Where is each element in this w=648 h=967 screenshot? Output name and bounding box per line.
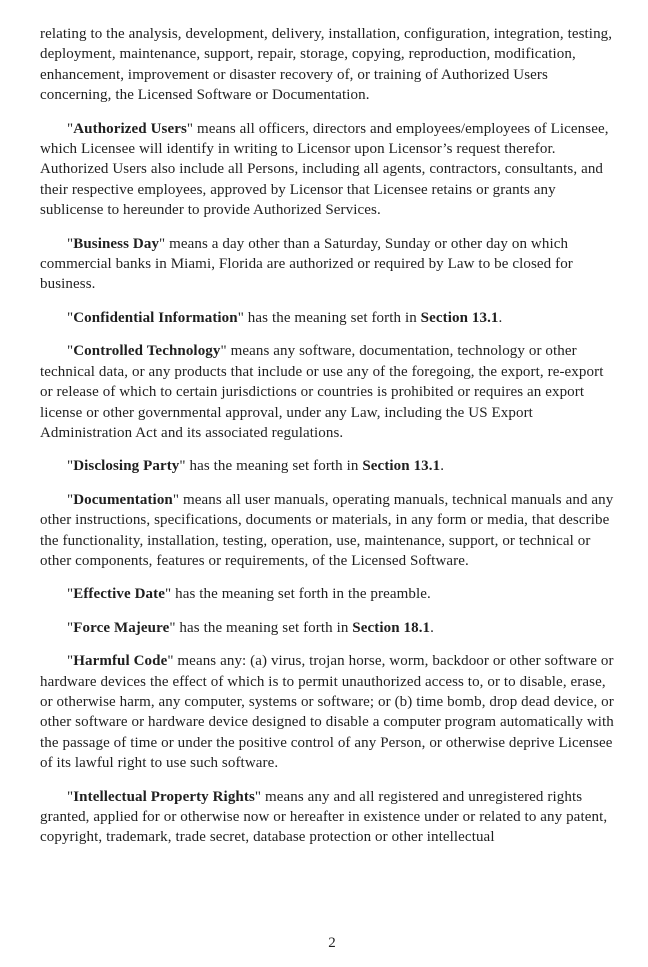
paragraph-text: ": [67, 653, 74, 670]
paragraph: [40, 308, 616, 328]
defined-term: Confidential Information: [73, 309, 238, 326]
paragraph-text: .: [440, 458, 445, 475]
paragraph: [40, 341, 616, 443]
defined-term: Section 13.1: [362, 458, 441, 475]
paragraph-text: " means a day other than a Saturday, Sunday or other day on which commercial banks in Miami, Florida are authorized or required by Law to be closed for business.: [40, 235, 573, 293]
paragraph-text: relating to the analysis, development, delivery, installation, configuration, integration, testing, deployment, maintenance, support, repair, storage, copying, reproduction, modification, enhancement, improvement or disaster recovery of, or training of Authorized Users concerning, the Licensed Software or Documentation.: [40, 26, 613, 104]
paragraph-text: ": [67, 491, 74, 508]
paragraph-text: ": [67, 235, 74, 252]
paragraph-text: .: [498, 309, 503, 326]
paragraph-text: " has the meaning set forth in: [169, 619, 353, 636]
defined-term: Documentation: [73, 491, 173, 508]
document-body: [40, 24, 616, 861]
defined-term: Force Majeure: [73, 619, 170, 636]
paragraph-text: ": [67, 619, 74, 636]
paragraph: [40, 787, 616, 848]
paragraph-text: ": [67, 309, 74, 326]
paragraph: [40, 490, 616, 572]
defined-term: Section 13.1: [420, 309, 499, 326]
paragraph: [40, 618, 616, 638]
paragraph: [40, 234, 616, 295]
defined-term: Authorized Users: [73, 120, 187, 137]
paragraph-text: " has the meaning set forth in: [237, 309, 421, 326]
defined-term: Intellectual Property Rights: [73, 788, 255, 805]
paragraph-text: ": [67, 343, 74, 360]
paragraph-text: " means any software, documentation, technology or other technical data, or any products that include or use any of the foregoing, the export, re-export or release of which to certain jurisdictions or countries is prohibited or requires an export license or other governmental approval, under any Law, including the US Export Administration Act and its associated regulations.: [40, 343, 604, 441]
paragraph-text: " means all officers, directors and employees/employees of Licensee, which Licensee will identify in writing to Licensor upon Licensor’s request therefor. Authorized Users also include all Persons, including all agents, contractors, consultants, and their respective employees, approved by Licensor that Licensee retains or grants any sublicense to hereunder to provide Authorized Services.: [40, 120, 609, 219]
paragraph-text: ": [67, 120, 74, 137]
paragraph-text: " means all user manuals, operating manuals, technical manuals and any other instructions, specifications, documents or materials, in any form or media, that describe the functionality, installation, testing, operation, use, maintenance, support, or technical or other components, features or requirements, of the Licensed Software.: [40, 491, 614, 569]
paragraph: [40, 651, 616, 773]
paragraph-text: .: [430, 619, 435, 636]
paragraph-text: ": [67, 788, 74, 805]
paragraph: [40, 456, 616, 476]
paragraph: [40, 24, 616, 106]
defined-term: Business Day: [73, 235, 160, 252]
paragraph: [40, 119, 616, 221]
defined-term: Controlled Technology: [73, 343, 221, 360]
paragraph-text: ": [67, 458, 74, 475]
defined-term: Section 18.1: [352, 619, 431, 636]
paragraph-text: " means any: (a) virus, trojan horse, worm, backdoor or other software or hardware devices the effect of which is to permit unauthorized access to, or to disable, erase, or otherwise harm, any computer, systems or software; or (b) time bomb, drop dead device, or other software or hardware device designed to disable a computer program automatically with the passage of time or under the positive control of any Person, or otherwise deprive Licensee of its lawful right to use such software.: [40, 653, 614, 772]
paragraph-text: ": [67, 586, 74, 603]
defined-term: Harmful Code: [73, 653, 168, 670]
defined-term: Disclosing Party: [73, 458, 180, 475]
paragraph: [40, 584, 616, 604]
paragraph-text: " has the meaning set forth in: [179, 458, 363, 475]
page-number: 2: [328, 935, 336, 951]
paragraph-text: " has the meaning set forth in the preamble.: [165, 586, 431, 603]
defined-term: Effective Date: [73, 586, 166, 603]
paragraph-text: " means any and all registered and unregistered rights granted, applied for or otherwise now or hereafter in existence under or related to any patent, copyright, trademark, trade secret, database protection or other intellectual: [40, 788, 608, 846]
